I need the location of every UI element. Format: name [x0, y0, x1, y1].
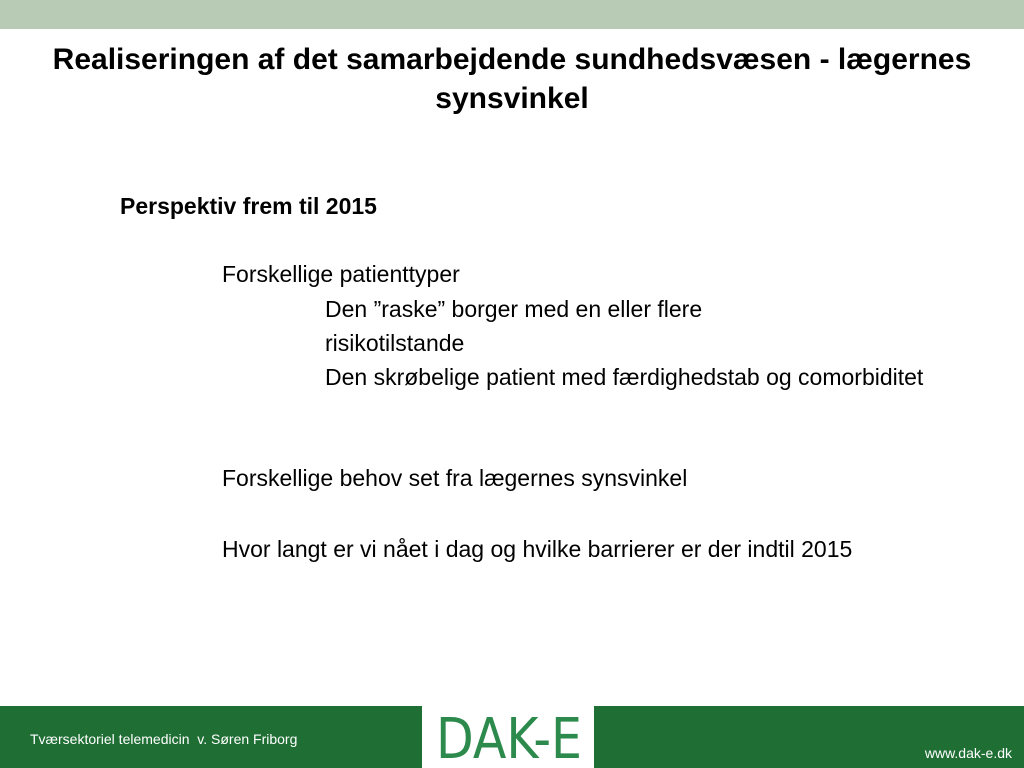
- slide-subheading: Perspektiv frem til 2015: [120, 193, 377, 219]
- sub-bullet-fragile-patient: Den skrøbelige patient med færdighedstab og comorbiditet: [325, 364, 924, 390]
- bullet-patient-types: Forskellige patienttyper: [222, 261, 460, 287]
- dak-e-logo-icon: [436, 707, 584, 768]
- sub-bullet-healthy-citizen: Den ”raske” borger med en eller flere risikotilstande: [325, 296, 703, 356]
- bullet-progress-barriers: Hvor langt er vi nået i dag og hvilke barrierer er der indtil 2015: [222, 536, 853, 562]
- slide-title: Realiseringen af det samarbejdende sundhedsvæsen - lægernes synsvinkel: [52, 43, 972, 115]
- footer-presenter-text: Tværsektoriel telemedicin v. Søren Friborg: [30, 731, 298, 747]
- bullet-needs: Forskellige behov set fra lægernes synsvinkel: [222, 465, 688, 491]
- footer-url[interactable]: www.dak-e.dk: [924, 745, 1012, 761]
- top-bar: [0, 0, 1024, 29]
- logo-text: DAK-E: [436, 707, 582, 768]
